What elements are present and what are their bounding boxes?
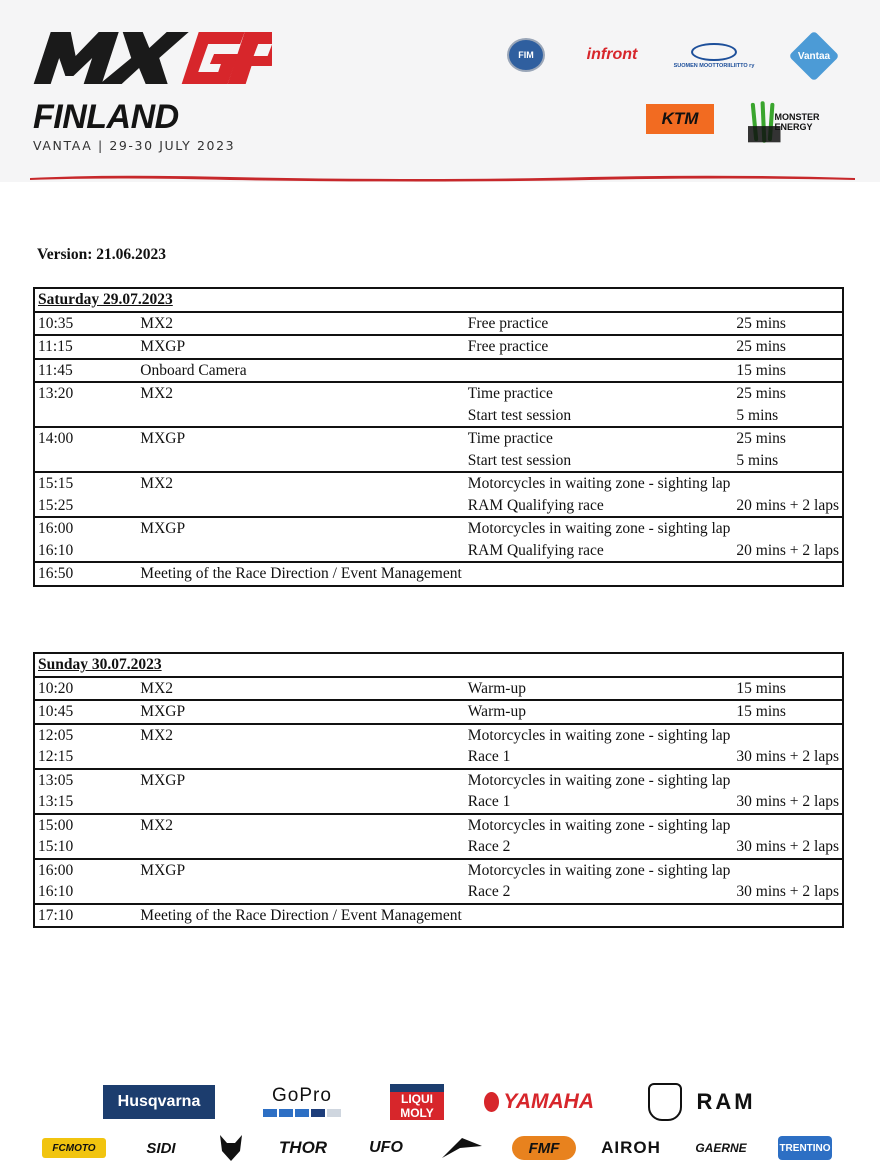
- line-activity: Race 2: [467, 883, 511, 900]
- line-class: [140, 405, 462, 427]
- line-duration: 30 mins + 2 laps: [736, 748, 839, 765]
- saturday-schedule-table: [33, 287, 844, 587]
- line-time: 11:15: [38, 338, 73, 355]
- schedule-row: [34, 427, 843, 472]
- schedule-row: [34, 517, 843, 562]
- cell-time: [34, 517, 137, 562]
- cell-time: [34, 312, 137, 336]
- fmf-logo: FMF: [512, 1136, 576, 1160]
- cell-class: [137, 359, 465, 383]
- cell-class: [137, 312, 465, 336]
- cell-activity: [465, 724, 734, 769]
- sml-text: SUOMEN MOOTTORIILIITTO ry: [673, 63, 755, 69]
- cell-activity: [465, 335, 734, 359]
- cell-duration: [733, 769, 843, 814]
- cell-activity: [465, 312, 734, 336]
- line-class: MXGP: [140, 338, 186, 355]
- cell-duration: [733, 312, 843, 336]
- line-activity: Warm-up: [467, 703, 526, 720]
- line-class: MXGP: [140, 771, 186, 789]
- line-activity: Warm-up: [467, 679, 526, 697]
- line-class: MXGP: [140, 703, 186, 720]
- cell-class: [137, 517, 465, 562]
- line-time: 14:00: [38, 430, 74, 447]
- cell-time: [34, 700, 137, 724]
- line-activity: Free practice: [467, 338, 549, 355]
- ufo-logo: UFO: [369, 1139, 403, 1156]
- day-header-row: [34, 288, 843, 312]
- line-class: [140, 881, 462, 903]
- cell-class: [137, 677, 465, 701]
- day-title: Saturday 29.07.2023: [38, 291, 173, 308]
- cell-activity: [465, 700, 734, 724]
- line-class: [140, 540, 462, 562]
- line-duration: [736, 905, 839, 927]
- cell-time: [34, 382, 137, 427]
- sunday-schedule-table: [33, 652, 844, 928]
- schedule-row: [34, 312, 843, 336]
- line-duration: 20 mins + 2 laps: [736, 496, 839, 514]
- fim-logo: [498, 40, 554, 70]
- line-class: Onboard Camera: [140, 361, 247, 379]
- cell-activity: [465, 859, 734, 904]
- line-class: MX2: [140, 475, 174, 492]
- line-class: [140, 495, 462, 517]
- cell-class: [137, 382, 465, 427]
- cell-class: [137, 335, 465, 359]
- cell-time: [34, 472, 137, 517]
- line-class: MXGP: [140, 861, 186, 879]
- line-activity: Motorcycles in waiting zone - sighting lap: [467, 771, 731, 789]
- line-activity: Start test session: [467, 406, 572, 424]
- line-time: 12:05: [38, 726, 74, 744]
- cell-time: [34, 904, 137, 928]
- line-duration: 25 mins: [736, 314, 786, 332]
- fox-logo: [216, 1132, 246, 1164]
- alpinestars-star-icon: [440, 1136, 484, 1160]
- schedule-row: [34, 472, 843, 517]
- schedule-row: [34, 724, 843, 769]
- line-class: [140, 836, 462, 858]
- line-time: 16:00: [38, 520, 74, 537]
- schedule-row: [34, 335, 843, 359]
- cell-class: [137, 427, 465, 472]
- yamaha-emblem-icon: [484, 1092, 499, 1112]
- fox-head-icon: [218, 1133, 244, 1163]
- cell-activity: [465, 517, 734, 562]
- cell-duration: [733, 724, 843, 769]
- line-duration: 20 mins + 2 laps: [736, 541, 839, 559]
- day-header-row: [34, 653, 843, 677]
- ram-logo: [632, 1082, 772, 1122]
- gopro-logo: [256, 1084, 348, 1118]
- line-activity: [468, 563, 731, 585]
- line-activity: Motorcycles in waiting zone - sighting lap: [467, 861, 731, 879]
- line-duration: 30 mins + 2 laps: [736, 883, 839, 900]
- cell-activity: [465, 562, 734, 586]
- cell-duration: [733, 359, 843, 383]
- vantaa-text: Vantaa: [797, 50, 831, 62]
- line-activity: Start test session: [467, 451, 572, 469]
- ram-head-icon: [648, 1083, 682, 1121]
- line-class: [140, 450, 462, 472]
- ram-text: RAM: [696, 1089, 756, 1114]
- gopro-text: GoPro: [272, 1085, 332, 1106]
- line-time: 17:10: [38, 906, 74, 924]
- red-brush-divider: [30, 173, 855, 183]
- sml-emblem-icon: [691, 43, 737, 61]
- cell-activity: [465, 382, 734, 427]
- line-class: MXGP: [140, 430, 186, 447]
- cell-class: [137, 769, 465, 814]
- cell-duration: [733, 700, 843, 724]
- line-duration: [736, 725, 839, 747]
- cell-time: [34, 769, 137, 814]
- liqui-moly-logo: LIQUI MOLY: [390, 1084, 444, 1120]
- cell-duration: [733, 562, 843, 586]
- alpinestars-logo: [436, 1134, 488, 1162]
- line-duration: 25 mins: [736, 385, 786, 402]
- cell-duration: [733, 382, 843, 427]
- line-duration: 15 mins: [736, 361, 786, 379]
- cell-activity: [465, 427, 734, 472]
- line-duration: [736, 518, 839, 540]
- line-time: 16:00: [38, 861, 74, 879]
- yamaha-logo: [484, 1082, 594, 1122]
- line-duration: 5 mins: [736, 451, 779, 469]
- line-duration: 25 mins: [736, 430, 786, 447]
- cell-activity: [465, 769, 734, 814]
- schedule-row: [34, 700, 843, 724]
- line-activity: [468, 905, 731, 927]
- line-activity: RAM Qualifying race: [467, 541, 604, 559]
- line-activity: [468, 360, 731, 382]
- thor-logo: THOR: [278, 1138, 328, 1157]
- line-duration: 30 mins + 2 laps: [736, 793, 839, 810]
- line-activity: Free practice: [467, 314, 549, 332]
- line-duration: 5 mins: [736, 406, 779, 424]
- line-activity: Time practice: [467, 385, 553, 402]
- line-time: 13:15: [38, 793, 74, 810]
- line-activity: Race 1: [467, 748, 511, 765]
- cell-time: [34, 359, 137, 383]
- line-class: MX2: [140, 816, 174, 834]
- cell-time: [34, 427, 137, 472]
- cell-time: [34, 562, 137, 586]
- cell-class: [137, 562, 465, 586]
- line-class: Meeting of the Race Direction / Event Management: [140, 906, 462, 924]
- sidi-logo: SIDI: [146, 1139, 176, 1157]
- line-duration: 15 mins: [736, 703, 786, 720]
- vantaa-logo: [788, 30, 840, 82]
- schedule-row: [34, 677, 843, 701]
- line-class: [140, 791, 462, 813]
- line-class: MX2: [140, 679, 174, 697]
- monster-energy-logo: [748, 96, 844, 148]
- line-activity: Race 1: [467, 793, 511, 810]
- line-duration: 30 mins + 2 laps: [736, 838, 839, 855]
- ktm-logo: KTM: [646, 104, 714, 134]
- cell-activity: [465, 677, 734, 701]
- line-class: MX2: [140, 314, 174, 332]
- cell-duration: [733, 677, 843, 701]
- line-time: 10:20: [38, 679, 74, 697]
- line-time: [38, 450, 134, 472]
- cell-time: [34, 677, 137, 701]
- cell-class: [137, 724, 465, 769]
- schedule-row: [34, 904, 843, 928]
- line-time: 13:20: [38, 385, 74, 402]
- schedule-row: [34, 562, 843, 586]
- cell-activity: [465, 359, 734, 383]
- line-duration: [736, 770, 839, 792]
- infront-logo: infront: [586, 46, 638, 63]
- cell-activity: [465, 472, 734, 517]
- line-activity: Time practice: [467, 430, 553, 447]
- line-duration: 25 mins: [736, 338, 786, 355]
- schedule-row: [34, 359, 843, 383]
- version-label: Version: 21.06.2023: [37, 246, 167, 263]
- line-time: 15:10: [38, 838, 74, 855]
- line-time: 16:10: [38, 883, 74, 900]
- yamaha-text: YAMAHA: [503, 1090, 594, 1113]
- line-activity: Race 2: [467, 838, 511, 855]
- line-time: 15:00: [38, 816, 74, 834]
- schedule-row: [34, 859, 843, 904]
- line-time: 11:45: [38, 361, 73, 379]
- line-time: 10:35: [38, 314, 74, 332]
- line-time: 15:25: [38, 496, 74, 514]
- line-activity: RAM Qualifying race: [467, 496, 604, 514]
- line-class: MXGP: [140, 520, 186, 537]
- cell-duration: [733, 427, 843, 472]
- line-duration: [736, 815, 839, 837]
- schedule-row: [34, 814, 843, 859]
- line-time: [38, 405, 134, 427]
- suomen-moottoriliitto-logo: [672, 40, 756, 72]
- cell-duration: [733, 517, 843, 562]
- event-venue-date: VANTAA | 29-30 JULY 2023: [33, 138, 236, 153]
- line-duration: [736, 860, 839, 882]
- line-activity: Motorcycles in waiting zone - sighting lap: [467, 520, 731, 537]
- cell-class: [137, 859, 465, 904]
- fim-emblem: FIM: [507, 38, 545, 72]
- line-time: 16:50: [38, 565, 74, 582]
- line-class: MX2: [140, 385, 174, 402]
- event-country: FINLAND: [33, 98, 179, 136]
- cell-activity: [465, 904, 734, 928]
- cell-time: [34, 335, 137, 359]
- cell-class: [137, 904, 465, 928]
- cell-duration: [733, 904, 843, 928]
- cell-time: [34, 814, 137, 859]
- airoh-logo: AIROH: [601, 1138, 661, 1157]
- line-activity: Motorcycles in waiting zone - sighting lap: [467, 816, 731, 834]
- schedule-row: [34, 769, 843, 814]
- line-class: MX2: [140, 726, 174, 744]
- mxgp-logo: [32, 26, 272, 88]
- line-class: Meeting of the Race Direction / Event Management: [140, 565, 462, 582]
- line-time: 16:10: [38, 541, 74, 559]
- line-class: [140, 746, 462, 768]
- cell-duration: [733, 472, 843, 517]
- gaerne-logo: GAERNE: [695, 1141, 747, 1155]
- line-activity: Motorcycles in waiting zone - sighting lap: [467, 475, 731, 492]
- line-time: 10:45: [38, 703, 74, 720]
- cell-class: [137, 472, 465, 517]
- schedule-row: [34, 382, 843, 427]
- line-activity: Motorcycles in waiting zone - sighting lap: [467, 726, 731, 744]
- fcmoto-logo: FCMOTO: [42, 1138, 106, 1158]
- line-duration: 15 mins: [736, 679, 786, 697]
- gopro-squares-icon: [263, 1109, 341, 1117]
- line-duration: [736, 563, 839, 585]
- cell-duration: [733, 814, 843, 859]
- line-time: 12:15: [38, 748, 74, 765]
- trentino-logo: TRENTINO: [778, 1136, 832, 1160]
- cell-class: [137, 814, 465, 859]
- day-title: Sunday 30.07.2023: [38, 656, 162, 673]
- line-duration: [736, 473, 839, 495]
- husqvarna-logo: Husqvarna: [103, 1085, 215, 1119]
- cell-duration: [733, 335, 843, 359]
- cell-duration: [733, 859, 843, 904]
- monster-text: MONSTER ENERGY: [774, 112, 820, 132]
- cell-time: [34, 859, 137, 904]
- cell-time: [34, 724, 137, 769]
- cell-activity: [465, 814, 734, 859]
- line-time: 13:05: [38, 771, 74, 789]
- cell-class: [137, 700, 465, 724]
- line-time: 15:15: [38, 475, 74, 492]
